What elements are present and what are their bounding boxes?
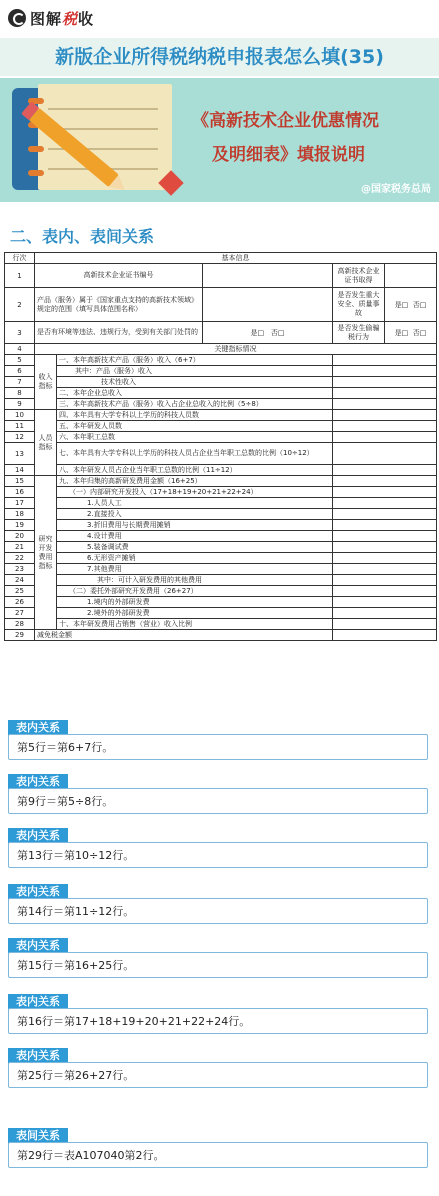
row-number: 15 xyxy=(5,476,35,487)
cell-label: 六、本年职工总数 xyxy=(57,432,333,443)
cell-value xyxy=(333,553,437,564)
row-number: 8 xyxy=(5,388,35,399)
cell-label: 关键指标情况 xyxy=(35,344,437,355)
cell-yes-no: 是□ 否□ xyxy=(385,288,437,322)
cell-value xyxy=(333,410,437,421)
relation-label: 表内关系 xyxy=(8,884,68,900)
cell-label: 2.境外的外部研发费 xyxy=(57,608,333,619)
cell-label: 九、本年归集的高新研发费用金额（16+25） xyxy=(57,476,333,487)
cell-label: （二）委托外部研究开发费用（26+27） xyxy=(57,586,333,597)
cell-label: 其中：可计入研发费用的其他费用 xyxy=(57,575,333,586)
cell-value xyxy=(333,608,437,619)
cell-label: 是否发生偷骗税行为 xyxy=(333,322,385,344)
row-number: 10 xyxy=(5,410,35,421)
relation-label: 表内关系 xyxy=(8,994,68,1010)
row-number: 1 xyxy=(5,264,35,288)
cell-value xyxy=(333,388,437,399)
form-table xyxy=(4,252,437,641)
row-number: 20 xyxy=(5,531,35,542)
logo-icon xyxy=(8,9,26,27)
cell-value xyxy=(333,476,437,487)
row-number: 9 xyxy=(5,399,35,410)
group-label: 收入指标 xyxy=(35,355,57,410)
row-number: 29 xyxy=(5,630,35,641)
cell-label: 一、本年高新技术产品（服务）收入（6+7） xyxy=(57,355,333,366)
cell-label: 三、本年高新技术产品（服务）收入占企业总收入的比例（5÷8） xyxy=(57,399,333,410)
cell-value xyxy=(385,264,437,288)
cell-value xyxy=(333,520,437,531)
cell-value xyxy=(333,421,437,432)
relation-text: 第15行＝第16+25行。 xyxy=(8,952,428,978)
cell-label: 七、本年具有大学专科以上学历的科技人员占企业当年职工总数的比例（10÷12） xyxy=(57,443,333,465)
cell-value xyxy=(333,597,437,608)
cell-label: 4.设计费用 xyxy=(57,531,333,542)
relation-text: 第14行＝第11÷12行。 xyxy=(8,898,428,924)
cell-label: 6.无形资产摊销 xyxy=(57,553,333,564)
cell-label: 二、本年企业总收入 xyxy=(57,388,333,399)
header-basic-info: 基本信息 xyxy=(35,253,437,264)
row-number: 13 xyxy=(5,443,35,465)
cell-label: 1.人员人工 xyxy=(57,498,333,509)
cell-value xyxy=(203,264,333,288)
cell-label: 技术性收入 xyxy=(57,377,333,388)
row-number: 28 xyxy=(5,619,35,630)
row-number: 7 xyxy=(5,377,35,388)
relation-text: 第5行＝第6+7行。 xyxy=(8,734,428,760)
cell-value xyxy=(333,465,437,476)
cell-label: 产品（服务）属于《国家重点支持的高新技术领域》规定的范围（填写具体范围名称） xyxy=(35,288,203,322)
relation-text: 第29行＝表A107040第2行。 xyxy=(8,1142,428,1168)
row-number: 19 xyxy=(5,520,35,531)
row-number: 23 xyxy=(5,564,35,575)
notebook-pencil-icon xyxy=(12,84,176,196)
cell-value xyxy=(333,531,437,542)
banner-credit: @国家税务总局 xyxy=(361,184,431,195)
row-number: 18 xyxy=(5,509,35,520)
relation-label: 表内关系 xyxy=(8,720,68,736)
banner-title-line2: 及明细表》填报说明 xyxy=(212,145,365,165)
cell-value xyxy=(333,630,437,641)
row-number: 26 xyxy=(5,597,35,608)
logo: 图解税收 xyxy=(30,10,95,28)
banner-title-line1: 《高新技术企业优惠情况 xyxy=(192,111,379,131)
header-rownum: 行次 xyxy=(5,253,35,264)
row-number: 24 xyxy=(5,575,35,586)
group-label: 人员指标 xyxy=(35,410,57,476)
cell-label: 是否有环境等违法、违规行为，受到有关部门处罚的 xyxy=(35,322,203,344)
cell-value xyxy=(333,487,437,498)
cell-yes-no: 是□ 否□ xyxy=(203,322,333,344)
relation-text: 第25行＝第26+27行。 xyxy=(8,1062,428,1088)
row-number: 2 xyxy=(5,288,35,322)
relation-label: 表间关系 xyxy=(8,1128,68,1144)
row-number: 6 xyxy=(5,366,35,377)
row-number: 3 xyxy=(5,322,35,344)
relation-label: 表内关系 xyxy=(8,774,68,790)
row-number: 5 xyxy=(5,355,35,366)
row-number: 22 xyxy=(5,553,35,564)
cell-label: 高新技术企业证书编号 xyxy=(35,264,203,288)
cell-value xyxy=(333,366,437,377)
cell-label: 2.直接投入 xyxy=(57,509,333,520)
relation-label: 表内关系 xyxy=(8,938,68,954)
banner xyxy=(0,78,439,202)
cell-label: 7.其他费用 xyxy=(57,564,333,575)
cell-value xyxy=(333,355,437,366)
cell-value xyxy=(333,399,437,410)
cell-label: 5.装备调试费 xyxy=(57,542,333,553)
page-title: 新版企业所得税纳税申报表怎么填(35) xyxy=(0,38,439,76)
row-number: 14 xyxy=(5,465,35,476)
row-number: 11 xyxy=(5,421,35,432)
relation-text: 第16行＝第17+18+19+20+21+22+24行。 xyxy=(8,1008,428,1034)
cell-label: 高新技术企业证书取得 xyxy=(333,264,385,288)
relation-label: 表内关系 xyxy=(8,828,68,844)
relation-text: 第9行＝第5÷8行。 xyxy=(8,788,428,814)
cell-value xyxy=(203,288,333,322)
cell-label: 其中：产品（服务）收入 xyxy=(57,366,333,377)
relation-text: 第13行＝第10÷12行。 xyxy=(8,842,428,868)
cell-value xyxy=(333,432,437,443)
cell-label: 是否发生重大安全、质量事故 xyxy=(333,288,385,322)
group-label: 研究开发费用指标 xyxy=(35,476,57,630)
form-table-image xyxy=(4,252,436,641)
relation-label: 表内关系 xyxy=(8,1048,68,1064)
top-bar xyxy=(0,0,439,36)
row-number: 4 xyxy=(5,344,35,355)
cell-value xyxy=(333,498,437,509)
cell-label: 五、本年研发人员数 xyxy=(57,421,333,432)
cell-value xyxy=(333,542,437,553)
cell-label: （一）内部研究开发投入（17+18+19+20+21+22+24） xyxy=(57,487,333,498)
cell-label: 减免税金额 xyxy=(35,630,333,641)
cell-value xyxy=(333,509,437,520)
row-number: 21 xyxy=(5,542,35,553)
row-number: 16 xyxy=(5,487,35,498)
cell-value xyxy=(333,377,437,388)
row-number: 27 xyxy=(5,608,35,619)
cell-yes-no: 是□ 否□ xyxy=(385,322,437,344)
cell-value xyxy=(333,564,437,575)
section-title: 二、表内、表间关系 xyxy=(10,227,155,246)
row-number: 17 xyxy=(5,498,35,509)
row-number: 12 xyxy=(5,432,35,443)
cell-value xyxy=(333,443,437,465)
row-number: 25 xyxy=(5,586,35,597)
cell-label: 1.境内的外部研发费 xyxy=(57,597,333,608)
cell-value xyxy=(333,586,437,597)
cell-value xyxy=(333,619,437,630)
cell-label: 3.折旧费用与长期费用摊销 xyxy=(57,520,333,531)
cell-label: 十、本年研发费用占销售（营业）收入比例 xyxy=(57,619,333,630)
cell-label: 四、本年具有大学专科以上学历的科技人员数 xyxy=(57,410,333,421)
cell-label: 八、本年研发人员占企业当年职工总数的比例（11÷12） xyxy=(57,465,333,476)
cell-value xyxy=(333,575,437,586)
